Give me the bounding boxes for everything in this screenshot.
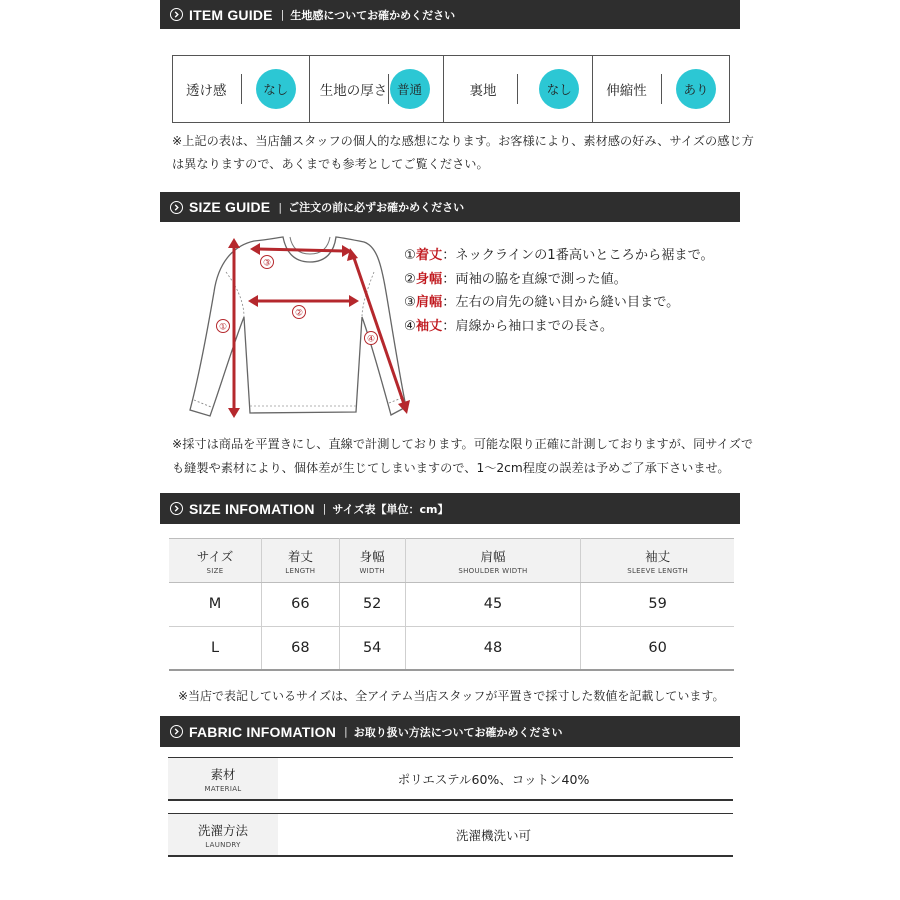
fabric-key: 洗濯方法 LAUNDRY xyxy=(168,814,278,855)
marker-1: ① xyxy=(218,322,228,333)
section-title: ITEM GUIDE xyxy=(189,6,273,23)
guide-badge: 普通 xyxy=(390,69,430,109)
cell-length: 66 xyxy=(262,583,340,627)
col-size: サイズ SIZE xyxy=(169,539,262,583)
section-subtitle: お取り扱い方法についてお確かめください xyxy=(353,725,563,739)
section-title: SIZE GUIDE xyxy=(189,199,271,215)
divider xyxy=(661,74,662,104)
item-guide-note xyxy=(172,130,754,176)
fabric-row-laundry xyxy=(168,813,733,857)
legend-item: ③肩幅：左右の肩先の縫い目から縫い目まで。 xyxy=(404,295,680,310)
chevron-right-icon xyxy=(170,201,183,214)
arrow-head xyxy=(250,243,260,255)
guide-badge: なし xyxy=(256,69,296,109)
note-line: ※採寸は商品を平置きにし、直線で計測しております。可能な限り正確に計測しておりますが、同サイズで xyxy=(172,437,754,451)
cuff-left xyxy=(194,400,211,407)
legend-item: ②身幅：両袖の脇を直線で測った値。 xyxy=(404,271,627,287)
arrow-head xyxy=(248,295,258,307)
cell-shoulder: 48 xyxy=(405,626,581,670)
guide-cell-stretch xyxy=(593,56,729,122)
table-row xyxy=(169,583,734,627)
separator: | xyxy=(280,8,285,21)
divider xyxy=(388,74,389,104)
note-line: も縫製や素材により、個体差が生じてしまいますので、1〜2cm程度の誤差は予めご了承下さいませ。 xyxy=(172,461,730,475)
separator: | xyxy=(344,725,348,738)
col-width: 身幅 WIDTH xyxy=(339,539,405,583)
col-shoulder: 肩幅 SHOULDER WIDTH xyxy=(405,539,581,583)
guide-badge: あり xyxy=(676,69,716,109)
size-guide-header xyxy=(160,192,740,222)
separator: | xyxy=(322,502,327,515)
item-guide-header xyxy=(160,0,740,29)
legend-item: ④袖丈：肩線から袖口までの長さ。 xyxy=(404,318,614,334)
chevron-right-icon xyxy=(170,502,183,515)
marker-4: ④ xyxy=(366,334,376,345)
note-line: ※上記の表は、当店舗スタッフの個人的な感想になります。お客様により、素材感の好み、サイズの感じ方 xyxy=(172,134,754,148)
arrow-head xyxy=(228,408,240,418)
marker-2: ② xyxy=(294,308,304,319)
guide-badge: なし xyxy=(539,69,579,109)
guide-label: 裏地 xyxy=(469,83,497,99)
note-line: は異なりますので、あくまでも参考としてご覧ください。 xyxy=(172,157,489,171)
table-header-row xyxy=(169,539,734,583)
cell-length: 68 xyxy=(262,626,340,670)
shirt-diagram xyxy=(186,232,416,424)
arrow-head xyxy=(228,238,240,248)
fabric-value: 洗濯機洗い可 xyxy=(455,827,531,843)
legend-item: ①着丈：ネックラインの1番高いところから裾まで。 xyxy=(404,248,714,263)
separator: | xyxy=(278,200,283,214)
guide-label: 伸縮性 xyxy=(606,83,647,99)
cell-size: M xyxy=(169,583,262,627)
cell-width: 52 xyxy=(339,583,405,627)
chevron-right-icon xyxy=(170,8,183,21)
cell-sleeve: 60 xyxy=(581,626,734,670)
cell-width: 54 xyxy=(339,626,405,670)
marker-3: ③ xyxy=(262,258,272,269)
divider xyxy=(517,74,518,104)
section-subtitle: ご注文の前に必ずお確かめください xyxy=(288,201,465,214)
guide-cell-lining xyxy=(444,56,594,122)
guide-cell-thickness xyxy=(310,56,444,122)
guide-cell-transparency xyxy=(173,56,310,122)
section-subtitle: 生地感についてお確かめください xyxy=(290,8,456,22)
col-sleeve: 袖丈 SLEEVE LENGTH xyxy=(581,539,734,583)
section-title: SIZE INFOMATION xyxy=(189,500,315,517)
fabric-value: ポリエステル60%、コットン40% xyxy=(397,771,590,787)
chevron-right-icon xyxy=(170,725,183,738)
arrow-shoulder xyxy=(258,249,344,251)
guide-label: 透け感 xyxy=(186,83,227,99)
measurement-legend xyxy=(404,244,714,338)
size-table xyxy=(169,538,734,671)
item-guide-table xyxy=(172,55,730,123)
col-length: 着丈 LENGTH xyxy=(262,539,340,583)
guide-label: 生地の厚さ xyxy=(319,83,388,99)
section-subtitle: サイズ表【単位：cm】 xyxy=(332,502,449,516)
cell-sleeve: 59 xyxy=(581,583,734,627)
table-row xyxy=(169,626,734,670)
size-info-header xyxy=(160,493,740,524)
cell-shoulder: 45 xyxy=(405,583,581,627)
fabric-key: 素材 MATERIAL xyxy=(168,758,278,799)
fabric-row-material xyxy=(168,757,733,801)
arrow-head xyxy=(398,400,410,414)
section-title: FABRIC INFOMATION xyxy=(189,723,337,740)
arrow-head xyxy=(349,295,359,307)
cell-size: L xyxy=(169,626,262,670)
divider xyxy=(241,74,242,104)
size-table-note: ※当店で表記しているサイズは、全アイテム当店スタッフが平置きで採寸した数値を記載しています。 xyxy=(178,689,725,703)
size-guide-note xyxy=(172,432,753,480)
fabric-info-header xyxy=(160,716,740,747)
